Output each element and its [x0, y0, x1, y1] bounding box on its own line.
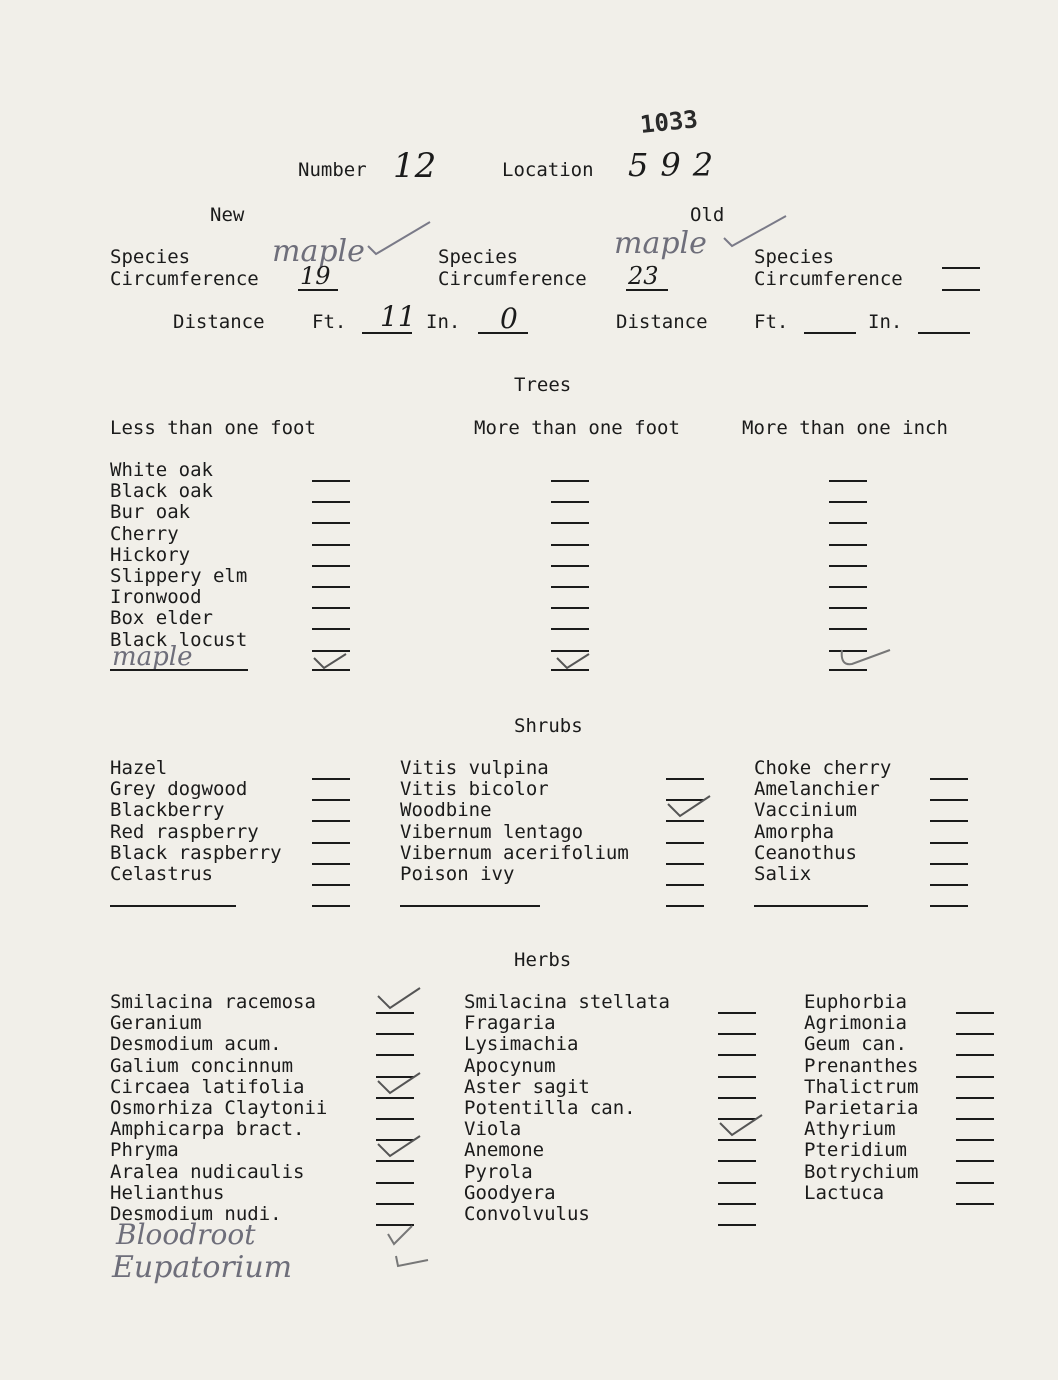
new-circumference-label: Circumference [110, 268, 259, 290]
herb-species-label: Fragaria [464, 1012, 556, 1035]
tree-species-label: Hickory [110, 543, 191, 566]
shrub-species-label: Poison ivy [400, 863, 515, 885]
old-species-value: maple [614, 226, 707, 261]
new-heading: New [210, 204, 245, 226]
third-species-label: Species [754, 246, 835, 268]
trees-checkbox-line [312, 522, 350, 524]
herbs-checkbox-line [956, 1139, 994, 1141]
shrubs-checkbox-line [930, 842, 968, 844]
third-circumference-label: Circumference [754, 268, 903, 290]
herb-species-label: Botrychium [804, 1160, 919, 1183]
trees-checkbox-line [551, 480, 589, 482]
old-circumference-label: Circumference [438, 268, 587, 290]
herbs-checkbox-line [376, 1054, 414, 1056]
shrub-species-label: Vibernum acerifolium [400, 841, 629, 864]
shrub-species-label: Blackberry [110, 799, 225, 822]
herb-species-label: Parietaria [804, 1097, 919, 1119]
trees-checkbox-line [829, 544, 867, 546]
shrubs-heading: Shrubs [514, 715, 583, 737]
trees-checkbox-line [551, 544, 589, 546]
trees-checkbox-line [829, 607, 867, 609]
herbs-checkbox-line [718, 1033, 756, 1035]
shrubs-checkbox-line [666, 884, 704, 886]
trees-checkbox-line [551, 628, 589, 630]
trees-checkbox-line [312, 565, 350, 567]
herbs-added-row-label: Bloodroot [116, 1218, 256, 1251]
herbs-checkbox-line [718, 1224, 756, 1226]
herb-species-label: Desmodium nudi. [110, 1203, 282, 1225]
tree-species-label: Black locust [110, 628, 248, 651]
trees-checkbox-line [829, 565, 867, 567]
trees-checkbox-line [551, 586, 589, 588]
tree-species-label: Ironwood [110, 586, 202, 609]
tree-species-label: Box elder [110, 607, 213, 630]
location-value: 592 [628, 146, 726, 184]
number-label: Number [298, 159, 367, 181]
shrubs-checkbox-line [930, 884, 968, 886]
new-in-label: In. [426, 311, 461, 333]
old-in-label: In. [868, 311, 903, 333]
herbs-checkbox-line [718, 1203, 756, 1205]
new-circumference-value: 19 [300, 262, 331, 290]
herbs-checkbox-line [956, 1160, 994, 1162]
trees-checkbox-line [551, 501, 589, 503]
old-species-label: Species [438, 246, 519, 268]
herbs-checkbox-line [956, 1097, 994, 1099]
shrub-species-label: Amorpha [754, 820, 835, 843]
trees-column-header: Less than one foot [110, 417, 316, 439]
old-heading: Old [690, 204, 725, 226]
check-mark [666, 794, 714, 824]
herb-species-label: Potentilla can. [464, 1097, 636, 1119]
trees-checkbox-line [829, 628, 867, 630]
old-ft-line [804, 332, 856, 334]
check-mark [376, 986, 424, 1016]
trees-checkbox-line [829, 480, 867, 482]
check-mark [376, 1134, 424, 1164]
herbs-checkbox-line [376, 1182, 414, 1184]
stamp-number: 1033 [638, 105, 700, 139]
new-ft-line [362, 332, 412, 334]
herb-species-label: Aralea nudicaulis [110, 1160, 305, 1183]
shrubs-checkbox-line [312, 842, 350, 844]
trees-added-row-line [110, 669, 248, 671]
herb-species-label: Anemone [464, 1139, 545, 1162]
trees-checkbox-line [312, 586, 350, 588]
shrubs-checkbox-line [930, 905, 968, 907]
herb-species-label: Helianthus [110, 1181, 225, 1204]
shrubs-checkbox-line [312, 778, 350, 780]
shrubs-checkbox-line [312, 905, 350, 907]
tree-species-label: Cherry [110, 522, 179, 545]
herb-species-label: Thalictrum [804, 1075, 919, 1098]
shrub-species-label: Red raspberry [110, 820, 259, 843]
trees-checkbox-line [312, 544, 350, 546]
herb-species-label: Apocynum [464, 1054, 556, 1077]
herbs-checkbox-line [718, 1012, 756, 1014]
shrubs-checkbox-line [312, 884, 350, 886]
herbs-checkbox-line [718, 1076, 756, 1078]
herb-species-label: Euphorbia [804, 991, 907, 1013]
herb-species-label: Smilacina racemosa [110, 991, 316, 1013]
new-in-value: 0 [500, 302, 518, 335]
old-in-line [918, 332, 970, 334]
old-circumference-line [626, 289, 668, 291]
shrubs-checkbox-line [930, 799, 968, 801]
tree-species-label: White oak [110, 459, 213, 481]
shrub-species-label: Ceanothus [754, 841, 857, 864]
shrub-species-label: Vibernum lentago [400, 820, 584, 843]
herbs-checkbox-line [956, 1012, 994, 1014]
shrub-species-label: Salix [754, 863, 812, 885]
trees-checkbox-line [312, 628, 350, 630]
herb-species-label: Desmodium acum. [110, 1033, 282, 1056]
new-species-check-mark [366, 218, 436, 262]
herb-species-label: Pteridium [804, 1139, 907, 1162]
herbs-checkbox-line [956, 1182, 994, 1184]
old-ft-label: Ft. [754, 311, 789, 333]
location-label: Location [502, 159, 594, 181]
old-distance-label: Distance [616, 311, 708, 333]
shrub-species-label: Vitis bicolor [400, 778, 549, 801]
trees-checkbox-line [829, 586, 867, 588]
shrubs-blank-line [754, 905, 868, 907]
new-in-line [478, 332, 528, 334]
herbs-heading: Herbs [514, 949, 572, 971]
herbs-checkbox-line [956, 1054, 994, 1056]
old-circumference-value: 23 [628, 262, 659, 290]
herb-species-label: Geranium [110, 1012, 202, 1035]
shrubs-blank-line [400, 905, 540, 907]
shrubs-checkbox-line [930, 778, 968, 780]
trees-checkbox-line [829, 501, 867, 503]
herb-species-label: Viola [464, 1118, 522, 1141]
third-species-line [942, 267, 980, 269]
herb-species-label: Prenanthes [804, 1054, 919, 1077]
shrub-species-label: Woodbine [400, 799, 492, 822]
herbs-checkbox-line [718, 1054, 756, 1056]
herb-species-label: Galium concinnum [110, 1054, 294, 1077]
herb-species-label: Geum can. [804, 1033, 907, 1056]
herb-species-label: Amphicarpa bract. [110, 1118, 305, 1141]
shrubs-checkbox-line [930, 863, 968, 865]
shrub-species-label: Black raspberry [110, 841, 282, 864]
trees-checkbox-line [551, 565, 589, 567]
tree-species-label: Black oak [110, 480, 213, 503]
third-circumference-line [942, 289, 980, 291]
shrub-species-label: Vitis vulpina [400, 757, 549, 779]
trees-column-header: More than one foot [474, 417, 680, 439]
trees-checkbox-line [312, 480, 350, 482]
herb-species-label: Osmorhiza Claytonii [110, 1097, 328, 1119]
check-mark [312, 652, 352, 676]
shrubs-checkbox-line [312, 863, 350, 865]
shrubs-blank-line [110, 905, 236, 907]
herb-species-label: Agrimonia [804, 1012, 907, 1035]
shrub-species-label: Choke cherry [754, 757, 892, 779]
trees-checkbox-line [312, 501, 350, 503]
new-ft-value: 11 [380, 300, 416, 333]
shrubs-checkbox-line [666, 905, 704, 907]
herb-species-label: Pyrola [464, 1160, 533, 1183]
herbs-checkbox-line [376, 1033, 414, 1035]
shrub-species-label: Amelanchier [754, 778, 880, 801]
new-circumference-line [298, 289, 338, 291]
trees-checkbox-line [312, 607, 350, 609]
herbs-checkbox-line [718, 1097, 756, 1099]
shrub-species-label: Celastrus [110, 863, 213, 885]
trees-checkbox-line [551, 522, 589, 524]
shrub-species-label: Hazel [110, 757, 168, 779]
herbs-checkbox-line [956, 1076, 994, 1078]
shrubs-checkbox-line [930, 820, 968, 822]
trees-checkbox-line [551, 607, 589, 609]
herb-species-label: Circaea latifolia [110, 1075, 305, 1098]
check-mark [718, 1113, 766, 1143]
herb-species-label: Aster sagit [464, 1075, 590, 1098]
herbs-checkbox-line [956, 1033, 994, 1035]
shrubs-checkbox-line [666, 842, 704, 844]
new-species-label: Species [110, 246, 191, 268]
new-species-value: maple [272, 234, 365, 269]
number-value: 12 [393, 146, 437, 186]
trees-heading: Trees [514, 374, 572, 396]
herb-species-label: Phryma [110, 1139, 179, 1162]
new-ft-label: Ft. [312, 311, 347, 333]
shrub-species-label: Vaccinium [754, 799, 857, 822]
herbs-checkbox-line [718, 1182, 756, 1184]
trees-added-row-label: maple [112, 642, 193, 672]
tree-species-label: Bur oak [110, 501, 191, 524]
shrub-species-label: Grey dogwood [110, 778, 248, 801]
herb-species-label: Lactuca [804, 1181, 885, 1204]
herb-species-label: Smilacina stellata [464, 991, 670, 1013]
herbs-checkbox-line [956, 1118, 994, 1120]
shrubs-checkbox-line [312, 799, 350, 801]
shrubs-checkbox-line [312, 820, 350, 822]
check-mark [838, 646, 898, 674]
check-mark [555, 652, 595, 676]
herb-species-label: Lysimachia [464, 1033, 579, 1056]
herbs-checkbox-line [718, 1160, 756, 1162]
herbs-added-row-label: Eupatorium [112, 1250, 293, 1285]
herbs-checkbox-line [956, 1203, 994, 1205]
check-mark [386, 1224, 416, 1252]
herb-species-label: Athyrium [804, 1118, 896, 1141]
herb-species-label: Convolvulus [464, 1203, 590, 1225]
herbs-checkbox-line [376, 1203, 414, 1205]
check-mark [376, 1071, 424, 1101]
tree-species-label: Slippery elm [110, 565, 248, 587]
new-distance-label: Distance [173, 311, 265, 333]
shrubs-checkbox-line [666, 778, 704, 780]
trees-checkbox-line [829, 522, 867, 524]
trees-column-header: More than one inch [742, 417, 948, 439]
check-mark [392, 1254, 432, 1274]
shrubs-checkbox-line [666, 863, 704, 865]
herb-species-label: Goodyera [464, 1181, 556, 1204]
herbs-checkbox-line [376, 1118, 414, 1120]
